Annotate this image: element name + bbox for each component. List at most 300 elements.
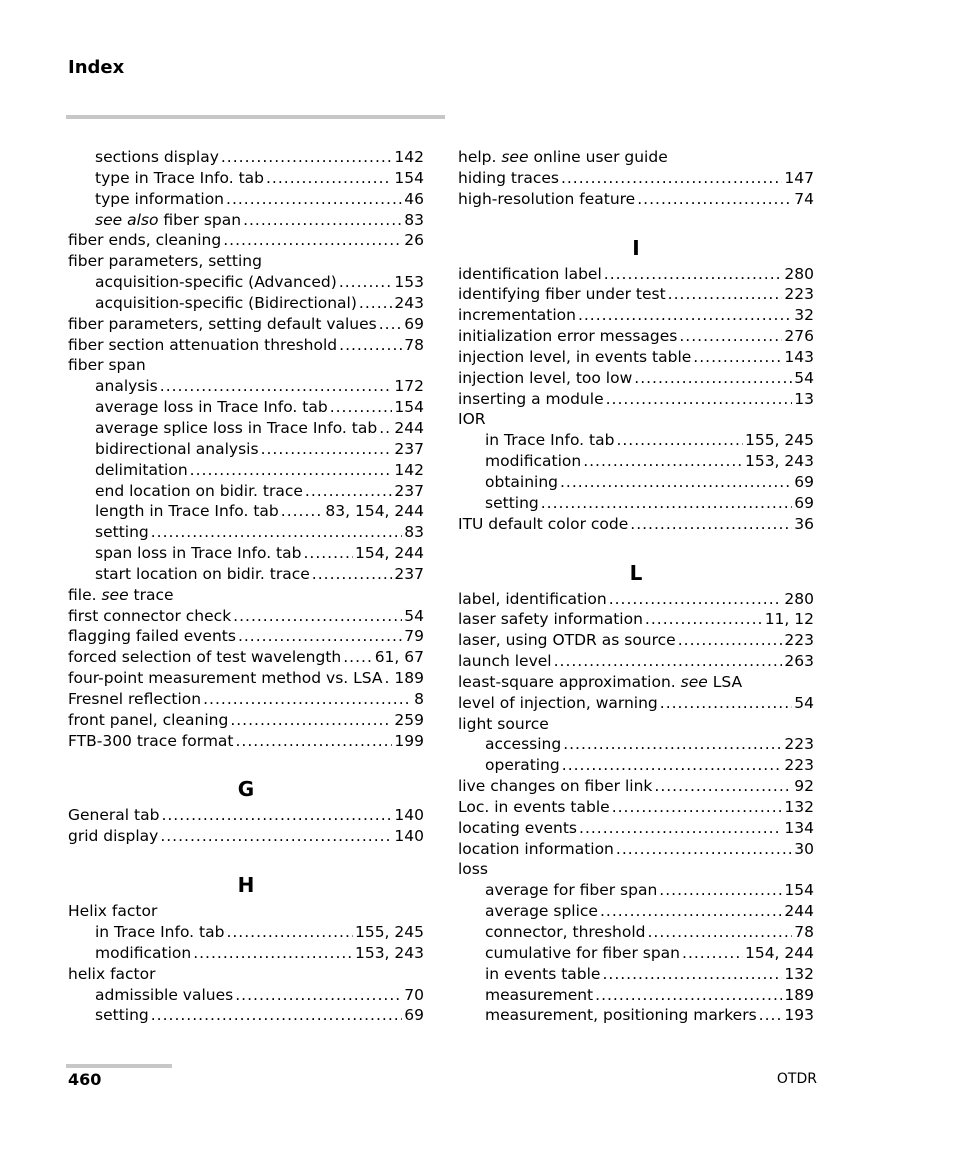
index-term	[68, 314, 377, 335]
index-term-text: FTB-300 trace format	[68, 731, 234, 750]
dot-leader	[678, 630, 783, 651]
index-term-text: span loss in Trace Info. tab	[95, 544, 302, 563]
index-term	[458, 326, 677, 347]
index-term	[68, 355, 146, 376]
index-page-numbers: 142	[394, 148, 424, 166]
index-term	[458, 693, 658, 714]
dot-leader	[226, 189, 402, 210]
index-page-numbers: 30	[794, 839, 814, 858]
index-term	[95, 189, 224, 210]
dot-leader	[238, 626, 402, 647]
index-term-text: loss	[458, 860, 488, 879]
index-page-numbers: 147	[784, 168, 814, 187]
index-term	[485, 901, 598, 922]
index-entry	[458, 589, 814, 610]
dot-leader	[554, 651, 783, 672]
dot-leader	[385, 668, 393, 689]
index-page-numbers: 189	[784, 985, 814, 1004]
index-term	[95, 481, 303, 502]
index-page-numbers: 70	[404, 985, 424, 1004]
index-page-numbers: 140	[394, 827, 424, 846]
index-term-text: location information	[458, 839, 614, 858]
index-term-text: least-square approximation.	[458, 672, 681, 691]
index-entry	[458, 168, 814, 189]
dot-leader	[606, 389, 793, 410]
index-entry	[68, 314, 424, 335]
index-entry	[458, 284, 814, 305]
index-heading	[68, 585, 424, 606]
index-term-text: modification	[485, 452, 582, 471]
index-letter-heading: G	[237, 777, 255, 802]
index-term	[485, 451, 581, 472]
index-heading	[458, 859, 814, 880]
dot-leader	[602, 964, 782, 985]
index-letter-heading: L	[629, 560, 643, 585]
index-term-text: fiber parameters, setting	[68, 252, 262, 271]
index-term	[68, 710, 228, 731]
index-term	[485, 493, 539, 514]
index-page-numbers: 280	[784, 264, 814, 283]
index-entry	[68, 210, 424, 231]
index-term-text: injection level, too low	[458, 368, 633, 387]
index-see-reference: see	[680, 672, 708, 691]
index-entry	[68, 272, 424, 293]
index-entry	[68, 922, 424, 943]
index-entry	[458, 922, 814, 943]
index-page-numbers: 13	[794, 389, 814, 408]
index-term	[458, 672, 742, 693]
index-page-numbers: 276	[784, 327, 814, 346]
index-page-numbers: 140	[394, 806, 424, 825]
dot-leader	[682, 943, 743, 964]
index-page-numbers: 54	[794, 368, 814, 387]
index-term-text: first connector check	[68, 606, 232, 625]
index-term	[458, 589, 607, 610]
index-term-text: inserting a module	[458, 389, 604, 408]
page-number: 460	[68, 1070, 102, 1089]
index-page-numbers: 92	[794, 777, 814, 796]
index-entry	[458, 755, 814, 776]
index-entry	[458, 964, 814, 985]
dot-leader	[654, 776, 792, 797]
index-term	[458, 305, 576, 326]
index-term	[95, 522, 149, 543]
index-page-numbers: 263	[784, 652, 814, 671]
index-term	[95, 1005, 149, 1026]
dot-leader	[560, 472, 792, 493]
index-term	[68, 647, 341, 668]
index-term	[68, 585, 174, 606]
index-entry	[68, 985, 424, 1006]
index-term-text: end location on bidir. trace	[95, 481, 303, 500]
index-term	[485, 922, 646, 943]
index-entry	[458, 651, 814, 672]
dot-leader	[616, 839, 792, 860]
index-entry	[458, 943, 814, 964]
index-entry	[458, 818, 814, 839]
index-term-text: length in Trace Info. tab	[95, 502, 279, 521]
index-term	[458, 147, 668, 168]
index-term-text: modification	[95, 943, 192, 962]
index-term	[485, 943, 680, 964]
index-entry	[68, 522, 424, 543]
index-term-text: identifying fiber under test	[458, 285, 666, 304]
index-term	[458, 776, 652, 797]
index-term	[458, 630, 676, 651]
index-term	[68, 826, 158, 847]
index-page-numbers: 243	[394, 293, 424, 312]
index-term-text: setting	[95, 523, 149, 542]
index-term-text: in Trace Info. tab	[95, 923, 225, 941]
index-term-text: average splice	[485, 902, 598, 921]
index-term	[458, 818, 577, 839]
index-term-text: front panel, cleaning	[68, 710, 229, 729]
index-page-numbers: 143	[784, 347, 814, 366]
index-term-text: analysis	[95, 377, 158, 396]
index-see-target: LSA	[707, 672, 743, 691]
index-term	[458, 514, 628, 535]
index-term-text: fiber section attenuation threshold	[68, 335, 338, 354]
index-entry	[68, 168, 424, 189]
index-term	[68, 626, 236, 647]
index-page-numbers: 83, 154, 244	[325, 502, 424, 521]
index-entry	[68, 147, 424, 168]
index-term	[95, 376, 158, 397]
index-term-text: average loss in Trace Info. tab	[95, 398, 328, 417]
index-page-numbers: 259	[394, 710, 424, 729]
dot-leader	[236, 731, 393, 752]
index-entry	[458, 389, 814, 410]
dot-leader	[660, 693, 793, 714]
index-term	[95, 543, 301, 564]
index-page-numbers: 78	[794, 923, 814, 941]
index-term	[68, 251, 262, 272]
index-term	[458, 609, 643, 630]
index-entry	[68, 626, 424, 647]
index-entry	[458, 472, 814, 493]
page-header-title: Index	[68, 57, 125, 78]
index-heading	[68, 964, 424, 985]
index-entry	[458, 514, 814, 535]
dot-leader	[563, 734, 782, 755]
index-page-numbers: 79	[404, 627, 424, 646]
index-page-numbers: 153	[394, 273, 424, 292]
dot-leader	[679, 326, 782, 347]
index-entry	[68, 668, 424, 689]
dot-leader	[616, 430, 743, 451]
index-term	[485, 755, 560, 776]
index-term	[458, 284, 666, 305]
index-page-numbers: 223	[784, 756, 814, 775]
index-term	[95, 439, 259, 460]
index-term	[458, 389, 604, 410]
dot-leader	[604, 264, 783, 285]
index-term	[68, 805, 159, 826]
product-name: OTDR	[776, 1071, 817, 1087]
index-page-numbers: 223	[784, 735, 814, 754]
index-entry	[68, 1005, 424, 1026]
index-see-reference: see	[101, 585, 129, 604]
index-heading	[458, 409, 814, 430]
index-term	[95, 922, 224, 943]
index-term-text: type information	[95, 189, 225, 208]
dot-leader	[151, 1005, 403, 1026]
index-entry	[68, 460, 424, 481]
index-term-text: General tab	[68, 806, 160, 825]
dot-leader	[190, 460, 393, 481]
index-entry	[68, 418, 424, 439]
index-term	[95, 293, 357, 314]
index-heading	[458, 714, 814, 735]
index-term	[95, 210, 241, 231]
footer-rule	[66, 1064, 172, 1068]
index-entry	[68, 826, 424, 847]
index-term	[68, 731, 234, 752]
index-page-numbers: 46	[404, 189, 424, 208]
index-entry	[68, 335, 424, 356]
dot-leader	[193, 943, 353, 964]
index-page-numbers: 11, 12	[764, 610, 814, 629]
dot-leader	[305, 481, 393, 502]
dot-leader	[379, 314, 403, 335]
index-term	[95, 272, 337, 293]
index-entry	[458, 630, 814, 651]
index-term-text: in Trace Info. tab	[485, 431, 615, 450]
dot-leader	[221, 147, 393, 168]
index-page-numbers: 132	[784, 964, 814, 983]
index-term-text: forced selection of test wavelength	[68, 648, 342, 667]
index-term-text: live changes on fiber link	[458, 777, 653, 796]
index-entry	[68, 689, 424, 710]
dot-leader	[339, 335, 402, 356]
index-term-text: incrementation	[458, 306, 576, 325]
index-term	[95, 460, 188, 481]
index-page-numbers: 155, 245	[744, 431, 814, 450]
index-term-text: operating	[485, 756, 560, 775]
dot-leader	[226, 922, 353, 943]
index-term-text: hiding traces	[458, 168, 559, 187]
index-term-text: fiber parameters, setting default values	[68, 314, 377, 333]
index-term-text: setting	[485, 493, 539, 512]
index-page-numbers: 154	[784, 881, 814, 900]
index-term	[485, 430, 614, 451]
index-term	[95, 501, 279, 522]
index-term-text: Fresnel reflection	[68, 689, 202, 708]
index-entry	[68, 481, 424, 502]
dot-leader	[659, 880, 782, 901]
index-term-text: locating events	[458, 818, 578, 837]
dot-leader	[233, 606, 402, 627]
index-page-numbers: 69	[794, 472, 814, 491]
index-term	[95, 168, 264, 189]
index-term	[485, 880, 657, 901]
index-page-numbers: 280	[784, 589, 814, 608]
index-entry	[458, 880, 814, 901]
index-entry	[458, 368, 814, 389]
index-entry	[68, 230, 424, 251]
dot-leader	[583, 451, 743, 472]
index-entry	[68, 731, 424, 752]
index-entry	[458, 430, 814, 451]
dot-leader	[160, 826, 392, 847]
index-entry	[458, 985, 814, 1006]
dot-leader	[562, 755, 783, 776]
index-term-text: launch level	[458, 652, 552, 671]
index-page-numbers: 237	[394, 564, 424, 583]
index-term-text: setting	[95, 1006, 149, 1025]
index-entry	[458, 776, 814, 797]
dot-leader	[578, 305, 792, 326]
index-term-text: help.	[458, 148, 502, 166]
index-term	[485, 1005, 757, 1026]
index-page-numbers: 154	[394, 398, 424, 417]
index-see-target: online user guide	[528, 148, 668, 166]
index-page-numbers: 134	[784, 818, 814, 837]
index-page-numbers: 244	[394, 418, 424, 437]
index-entry	[458, 305, 814, 326]
index-entry	[458, 797, 814, 818]
index-term	[458, 347, 691, 368]
index-entry	[68, 647, 424, 668]
index-entry	[68, 543, 424, 564]
header-rule	[66, 115, 445, 119]
index-page-numbers: 69	[404, 1006, 424, 1025]
index-entry	[458, 839, 814, 860]
index-page-numbers: 154	[394, 168, 424, 187]
index-entry	[458, 326, 814, 347]
index-entry	[68, 376, 424, 397]
dot-leader	[634, 368, 792, 389]
index-term-text: in events table	[485, 964, 601, 983]
index-term-text: high-resolution feature	[458, 189, 636, 208]
index-term-text: accessing	[485, 735, 562, 754]
index-entry	[458, 451, 814, 472]
index-entry	[68, 439, 424, 460]
index-entry	[458, 609, 814, 630]
index-term	[95, 985, 233, 1006]
dot-leader	[609, 589, 783, 610]
index-term	[68, 689, 201, 710]
index-entry	[458, 901, 814, 922]
index-page-numbers: 244	[784, 902, 814, 921]
index-page-numbers: 237	[394, 481, 424, 500]
index-page-numbers: 154, 244	[744, 943, 814, 962]
dot-leader	[600, 901, 782, 922]
index-term-text: obtaining	[485, 472, 558, 491]
dot-leader	[203, 689, 412, 710]
index-term	[68, 901, 157, 922]
dot-leader	[359, 293, 392, 314]
index-entry	[68, 189, 424, 210]
index-term	[458, 409, 486, 430]
dot-leader	[339, 272, 393, 293]
index-see-reference: see	[501, 148, 529, 166]
index-term-text: laser, using OTDR as source	[458, 631, 676, 650]
index-page-numbers: 74	[794, 189, 814, 208]
index-letter-heading: I	[632, 235, 640, 260]
index-entry	[68, 606, 424, 627]
index-term-text: measurement, positioning markers	[485, 1006, 757, 1025]
index-term	[95, 943, 191, 964]
index-term	[485, 964, 600, 985]
index-term-text: average for fiber span	[485, 881, 658, 900]
dot-leader	[561, 168, 782, 189]
index-page-numbers: 142	[394, 460, 424, 479]
index-term	[458, 859, 488, 880]
index-entry	[68, 943, 424, 964]
index-page-numbers: 83	[404, 210, 424, 229]
index-term-text: ITU default color code	[458, 514, 629, 533]
index-term	[485, 985, 593, 1006]
index-page-numbers: 154, 244	[354, 544, 424, 563]
index-term	[68, 335, 337, 356]
index-entry	[68, 805, 424, 826]
dot-leader	[161, 805, 392, 826]
index-entry	[458, 264, 814, 285]
index-term	[485, 734, 561, 755]
index-term-text: connector, threshold	[485, 923, 646, 941]
dot-leader	[160, 376, 393, 397]
index-term	[458, 797, 610, 818]
index-entry	[458, 347, 814, 368]
index-term-text: fiber span	[158, 210, 242, 229]
dot-leader	[668, 284, 783, 305]
index-term-text: fiber span	[68, 356, 146, 375]
index-entry	[68, 564, 424, 585]
index-term-text: acquisition-specific (Advanced)	[95, 273, 337, 292]
index-term	[458, 714, 549, 735]
index-term-text: light source	[458, 714, 549, 733]
index-page-numbers: 8	[414, 689, 424, 708]
index-term-text: delimitation	[95, 460, 188, 479]
dot-leader	[261, 439, 393, 460]
index-entry	[458, 734, 814, 755]
index-page-numbers: 54	[794, 693, 814, 712]
index-term	[68, 964, 155, 985]
index-page-numbers: 193	[784, 1006, 814, 1025]
index-term-text: identification label	[458, 264, 602, 283]
index-term	[68, 606, 231, 627]
dot-leader	[759, 1005, 783, 1026]
index-term-text: IOR	[458, 410, 486, 429]
index-page-numbers: 83	[404, 523, 424, 542]
index-page-numbers: 223	[784, 285, 814, 304]
index-term-text: level of injection, warning	[458, 693, 658, 712]
index-page-numbers: 61, 67	[374, 648, 424, 667]
index-term-text: cumulative for fiber span	[485, 943, 681, 962]
index-term-text: initialization error messages	[458, 327, 678, 346]
dot-leader	[645, 609, 763, 630]
index-page-numbers: 155, 245	[354, 923, 424, 941]
index-term	[68, 230, 221, 251]
index-term-text: file.	[68, 585, 102, 604]
index-term	[458, 264, 602, 285]
dot-leader	[151, 522, 403, 543]
index-term	[95, 418, 377, 439]
index-term	[95, 147, 219, 168]
dot-leader	[266, 168, 392, 189]
index-page-numbers: 189	[394, 669, 424, 688]
index-term	[68, 668, 383, 689]
index-page-numbers: 237	[394, 439, 424, 458]
index-page-numbers: 78	[404, 335, 424, 354]
index-term-text: Loc. in events table	[458, 797, 610, 816]
index-page-numbers: 69	[404, 314, 424, 333]
dot-leader	[648, 922, 793, 943]
dot-leader	[312, 564, 393, 585]
index-term	[458, 368, 632, 389]
index-page-numbers: 36	[794, 514, 814, 533]
